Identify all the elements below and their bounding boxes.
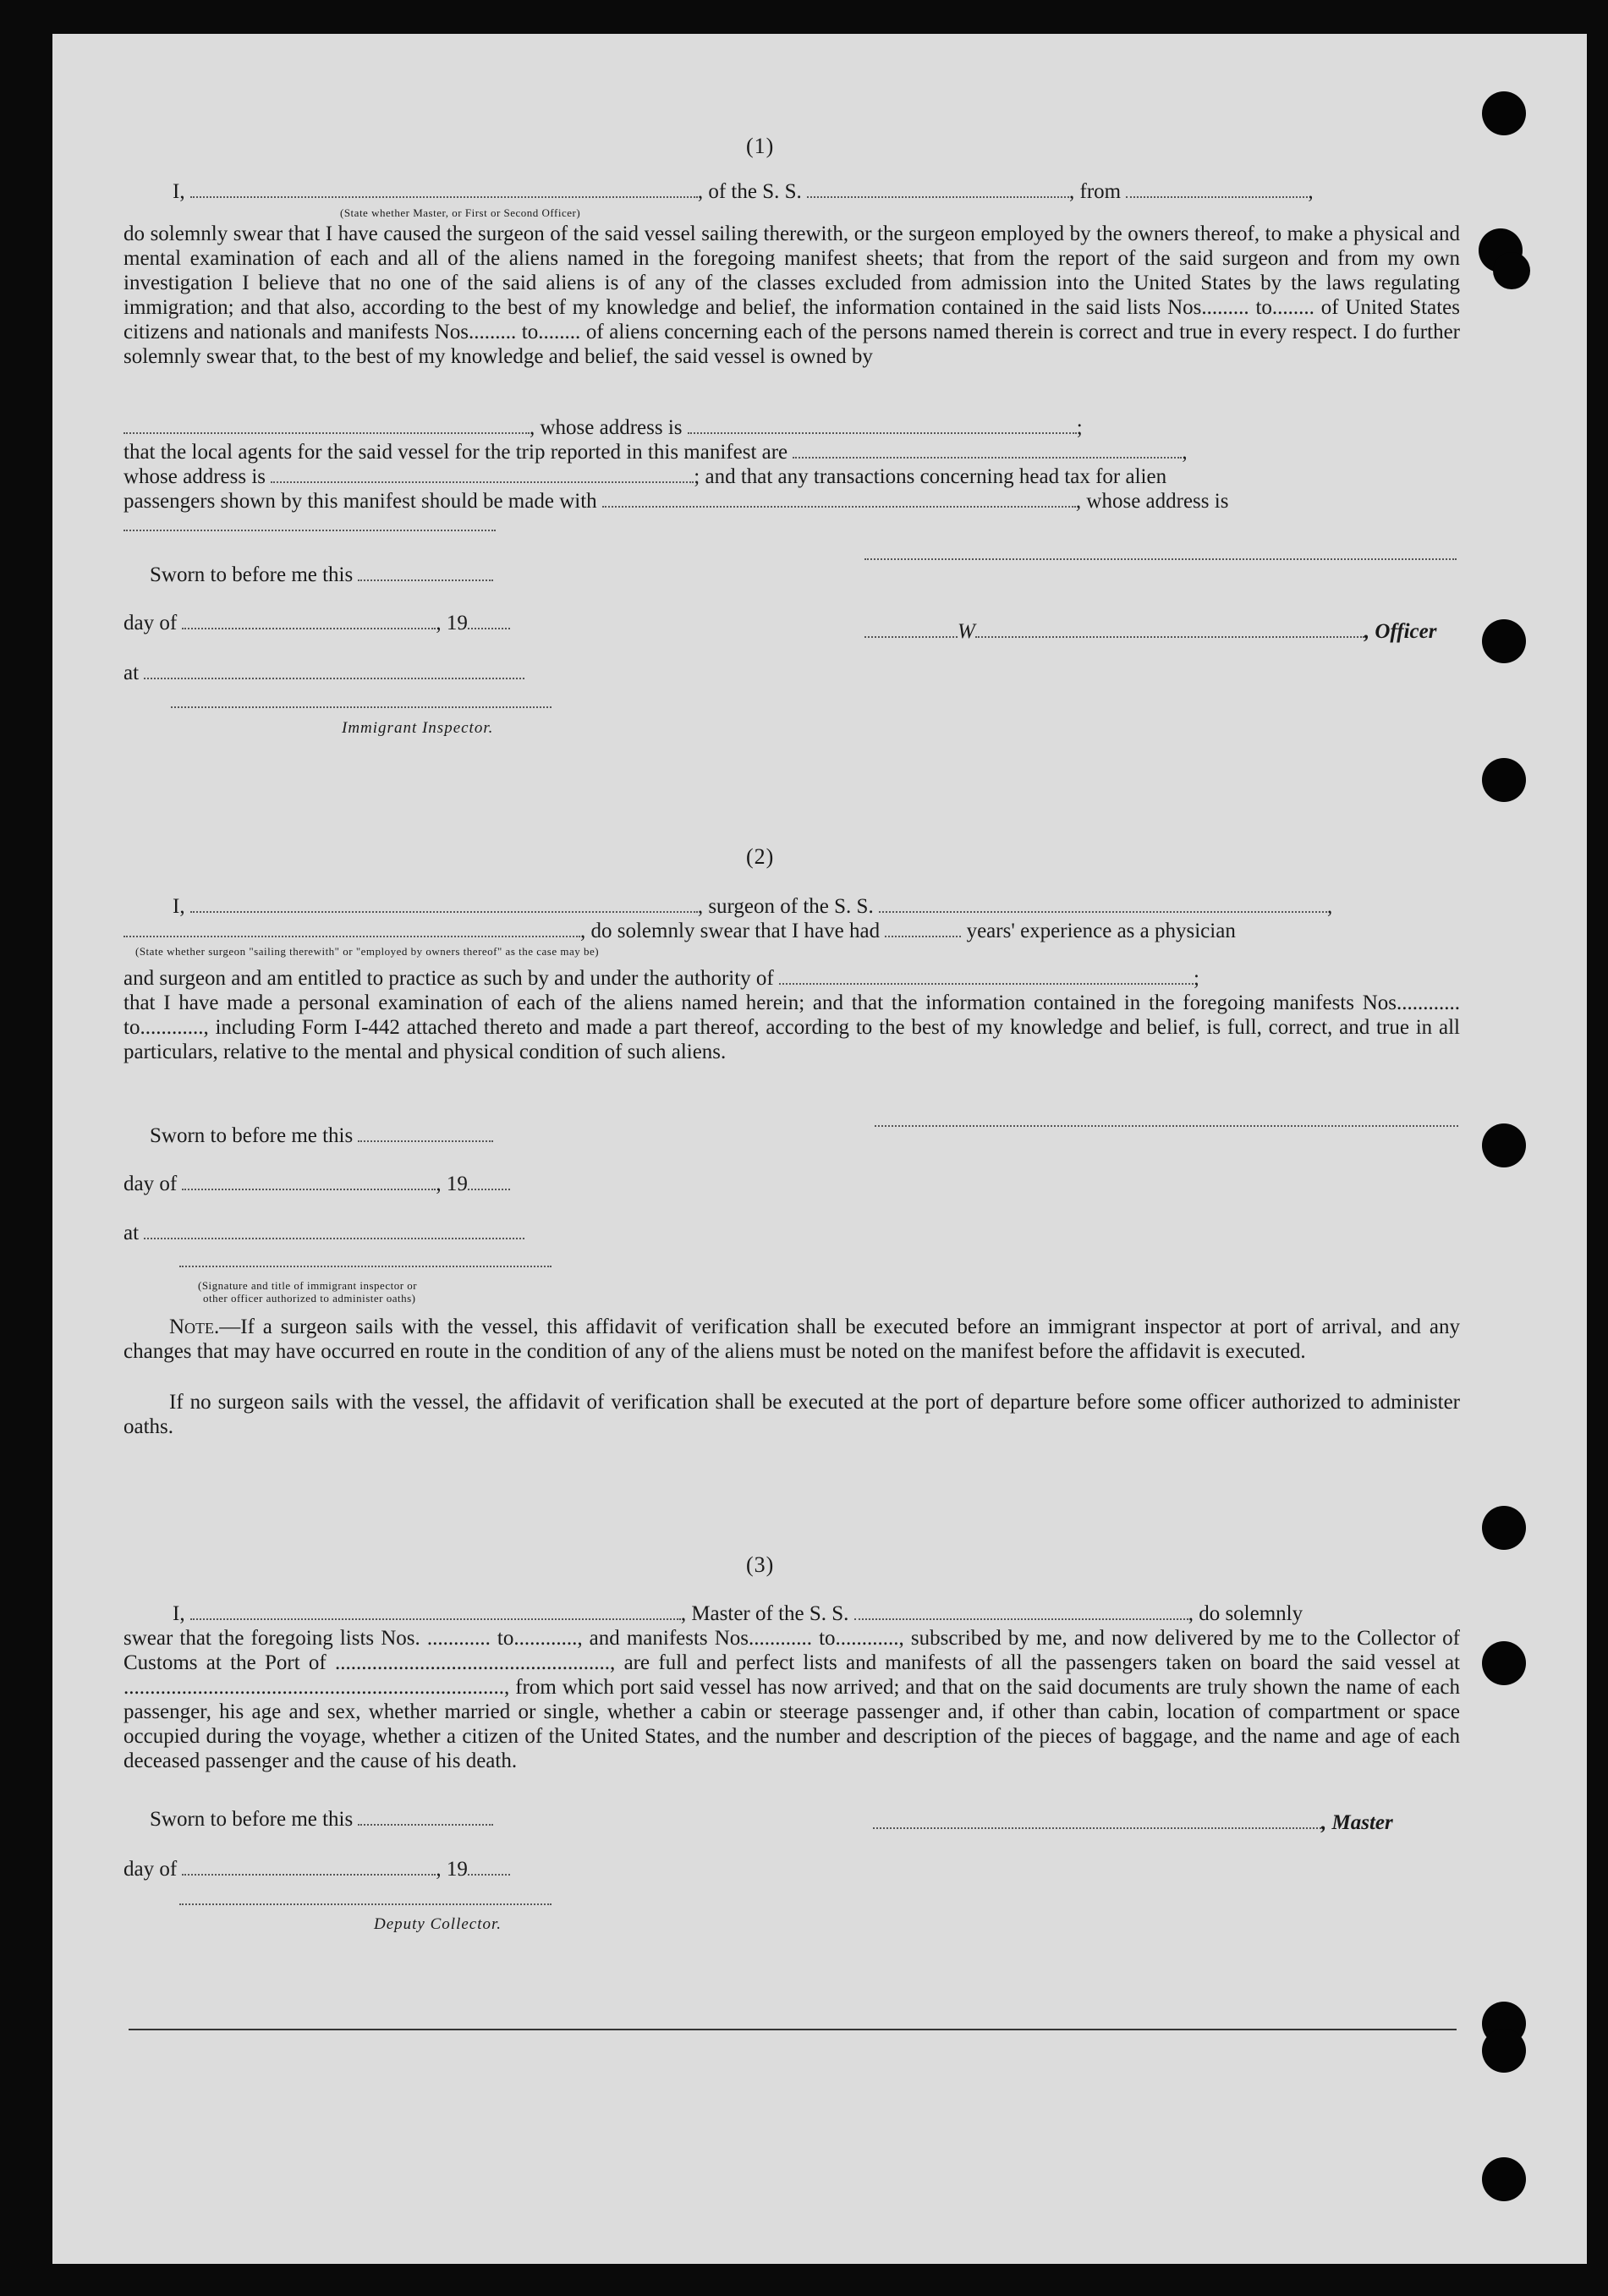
- year-blank-1[interactable]: [468, 611, 510, 629]
- deputy-label: Deputy Collector.: [374, 1915, 502, 1933]
- note-text: —If a surgeon sails with the vessel, this affidavit of verification shall be executed before an immigrant inspector at port of arrival, and any changes that may have occurred en route in the condition of any of the aliens must be noted on the manifest before the affidavit is executed.: [123, 1316, 1460, 1363]
- master-ship-blank[interactable]: [854, 1601, 1188, 1620]
- year-blank-3[interactable]: [468, 1857, 510, 1876]
- master-signature-blank[interactable]: [873, 1810, 1321, 1829]
- head-tax-party-blank[interactable]: [602, 489, 1076, 508]
- at-blank-2[interactable]: [144, 1221, 524, 1239]
- section-3-number: (3): [746, 1552, 775, 1577]
- at-blank-1[interactable]: [144, 661, 524, 679]
- punch-hole: [1482, 2029, 1526, 2073]
- sworn-date-blank-3[interactable]: [358, 1807, 493, 1826]
- surgeon-status-blank[interactable]: [123, 919, 580, 937]
- deputy-signature-line[interactable]: [179, 1903, 552, 1905]
- sig-note-2b: other officer authorized to administer oaths): [203, 1292, 416, 1305]
- day-blank-3[interactable]: [182, 1857, 436, 1876]
- document-page: [52, 34, 1587, 2264]
- sworn-row-3: Sworn to before me this: [150, 1807, 493, 1832]
- punch-hole: [1482, 1641, 1526, 1685]
- from-label: , from: [1069, 180, 1122, 203]
- years-blank[interactable]: [885, 919, 961, 937]
- punch-hole: [1482, 758, 1526, 802]
- section-1-intro: I, , of the S. S. , from ,: [173, 180, 1314, 203]
- sworn-row-2: Sworn to before me this: [150, 1123, 493, 1149]
- punch-hole: [1482, 91, 1526, 135]
- section-2-body: that I have made a personal examination of each of the aliens named herein; and that the information contained in the foregoing manifests Nos............ to............, including Form I-442 attached thereto and made a part thereof, according to the best of my knowledge and belief, is full, correct, and true in all particulars, relative to the mental and physical condition of such aliens.: [123, 991, 1460, 1063]
- surgeon-signature-line[interactable]: [875, 1125, 1458, 1127]
- master-name-blank[interactable]: [190, 1601, 681, 1620]
- officer-signature-blank[interactable]: [975, 619, 1364, 638]
- day-of-row-2: day of , 19: [123, 1172, 510, 1197]
- name-blank[interactable]: [190, 179, 698, 198]
- day-blank-1[interactable]: [182, 611, 436, 629]
- officer-fill: W: [958, 620, 975, 643]
- bottom-rule: [129, 2029, 1457, 2030]
- sworn-date-blank-2[interactable]: [358, 1123, 493, 1142]
- section-2-number: (2): [746, 844, 775, 869]
- surgeon-ship-blank[interactable]: [879, 894, 1327, 913]
- state-note-1: (State whether Master, or First or Second Officer): [340, 206, 581, 219]
- at-row-2: at: [123, 1221, 524, 1246]
- inspector-label: Immigrant Inspector.: [342, 719, 494, 737]
- passengers-row: passengers shown by this manifest should be made with , whose address is: [123, 490, 1229, 513]
- punch-hole: [1482, 2157, 1526, 2201]
- day-of-row-3: day of , 19: [123, 1857, 510, 1882]
- local-agents-row: that the local agents for the said vessel for the trip reported in this manifest are ,: [123, 441, 1188, 464]
- whose-address-row: whose address is ; and that any transactions concerning head tax for alien: [123, 465, 1167, 488]
- officer-signature-line-2[interactable]: [179, 1266, 552, 1267]
- address-continuation-row: [123, 513, 496, 538]
- master-sign-row: [873, 1810, 1393, 1836]
- section-3-intro: I, , Master of the S. S. , do solemnly: [173, 1602, 1303, 1625]
- section-3-body: swear that the foregoing lists Nos. ............ to............, and manifests Nos............ to............, subscribed by me, and now delivered by me to the Collector of Customs at the Port of ...................................................., are full and perfect lists and manifests of all the passengers taken on board the said vessel at ........................................................................, from which port said vessel has now arrived; and that on the said documents are truly shown the name of each passenger, his age and sex, whether married or single, whether a cabin or steerage passenger and, if other than cabin, location of compartment or space occupied during the voyage, whether a citizen of the United States, and the number and description of the pieces of baggage, and the name and age of each deceased passenger and the cause of his death.: [123, 1627, 1460, 1772]
- agents-blank[interactable]: [793, 440, 1182, 459]
- note-paragraph: [123, 1315, 1460, 1364]
- inspector-signature-line[interactable]: [171, 706, 552, 708]
- section-1-number: (1): [746, 134, 775, 158]
- sig-note-2a: (Signature and title of immigrant inspector or: [198, 1279, 418, 1292]
- day-blank-2[interactable]: [182, 1172, 436, 1190]
- master-label: , Master: [1321, 1811, 1393, 1834]
- state-note-2: (State whether surgeon "sailing therewith" or "employed by owners thereof" as the case may be): [135, 945, 600, 958]
- owner-address-blank[interactable]: [688, 415, 1077, 434]
- ship-name-blank[interactable]: [807, 179, 1069, 198]
- day-of-row-1: day of , 19: [123, 611, 510, 636]
- sworn-date-blank-1[interactable]: [358, 563, 493, 581]
- at-row-1: at: [123, 661, 524, 686]
- punch-hole: [1493, 252, 1530, 289]
- note-paragraph-2: If no surgeon sails with the vessel, the affidavit of verification shall be executed at the port of departure before some officer authorized to administer oaths.: [123, 1391, 1460, 1438]
- officer-label: , Officer: [1364, 620, 1437, 643]
- owner-blank[interactable]: [123, 415, 530, 434]
- section-2-intro: I, , surgeon of the S. S. ,: [173, 895, 1333, 918]
- punch-hole: [1482, 1123, 1526, 1167]
- officer-signature-line-1[interactable]: [864, 558, 1457, 560]
- punch-hole: [1482, 619, 1526, 663]
- authority-blank[interactable]: [779, 966, 1194, 985]
- section-1-body: do solemnly swear that I have caused the surgeon of the said vessel sailing therewith, or the surgeon employed by the owners thereof, to make a physical and mental examination of each and all of the aliens named in the foregoing manifest sheets; that from the report of the said surgeon and from my own investigation I believe that no one of the said aliens is of any of the classes excluded from admission into the United States by the laws regulating immigration; and that also, according to the best of my knowledge and belief, the information contained in the said lists Nos......... to........ of United States citizens and nationals and manifests Nos......... to........ of aliens concerning each of the persons named therein is correct and true in every respect. I do further solemnly swear that, to the best of my knowledge and belief, the said vessel is owned by: [123, 222, 1460, 368]
- agents-address-blank[interactable]: [271, 464, 694, 483]
- officer-row: [864, 619, 1436, 645]
- head-tax-address-blank[interactable]: [123, 513, 496, 531]
- year-blank-2[interactable]: [468, 1172, 510, 1190]
- from-port-blank[interactable]: [1126, 179, 1308, 198]
- sworn-row-1: Sworn to before me this: [150, 563, 493, 588]
- surgeon-name-blank[interactable]: [190, 894, 698, 913]
- surgeon-years-row: , do solemnly swear that I have had years' experience as a physician: [123, 919, 1236, 944]
- authority-row: and surgeon and am entitled to practice as such by and under the authority of ;: [123, 967, 1199, 990]
- punch-hole: [1482, 1506, 1526, 1550]
- of-ss-label: , of the S. S.: [697, 180, 802, 203]
- owned-by-row: , whose address is ;: [123, 415, 1083, 441]
- note-label: Note.: [169, 1316, 220, 1338]
- intro-i: I,: [173, 180, 185, 203]
